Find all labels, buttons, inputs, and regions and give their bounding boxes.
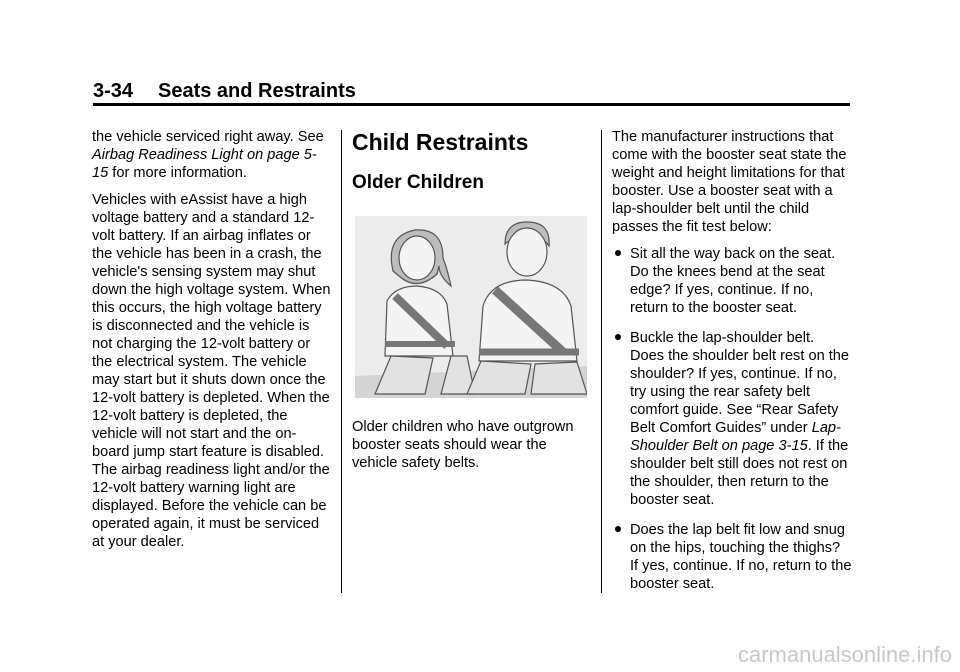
xref-lap-shoulder-belt[interactable]: Lap-Shoulder Belt on page 3-15 xyxy=(630,420,841,454)
bullet-icon xyxy=(615,250,621,256)
paragraph-booster-intro: The manufacturer instructions that come with the booster seat state the weight and height limitations for that booster. Use a booster seat with a lap-shoulder belt until the child passes the fit test below: xyxy=(612,129,847,235)
xref-airbag-readiness-light[interactable]: Airbag Readiness Light on page 5-15 xyxy=(92,147,317,181)
column-divider-1 xyxy=(341,130,342,593)
column-divider-2 xyxy=(601,130,602,593)
section-title: Seats and Restraints xyxy=(158,80,356,102)
list-item-text: . If the shoulder belt still does not rest on the shoulder, then return to the booster seat. xyxy=(630,438,849,508)
fit-test-list xyxy=(612,245,852,593)
list-item xyxy=(612,521,852,593)
column-2 xyxy=(352,128,587,481)
paragraph-airbag-readiness xyxy=(92,128,332,182)
watermark: carmanualsonline.info xyxy=(737,642,952,667)
column-3 xyxy=(612,128,852,605)
bullet-icon xyxy=(615,334,621,340)
older-children-illustration xyxy=(355,216,587,398)
list-item-text: Sit all the way back on the seat. Do the knees bend at the seat edge? If yes, continue. If no, return to the booster seat. xyxy=(630,246,836,316)
illustration-caption: Older children who have outgrown booster seats should wear the vehicle safety belts. xyxy=(352,419,574,471)
list-item-text: Buckle the lap-shoulder belt. Does the shoulder belt rest on the shoulder? If yes, continue. If no, try using the rear safety belt comfort guide. See “Rear Safety Belt Comfort Guides” under xyxy=(630,330,850,436)
list-item-text: Does the lap belt fit low and snug on the hips, touching the thighs? If yes, continue. If no, return to the booster seat. xyxy=(630,522,852,592)
paragraph-eassist: Vehicles with eAssist have a high voltage battery and a standard 12-volt battery. If an airbag inflates or the vehicle has been in a crash, the vehicle's sensing system may shut down the high voltage system. When this occurs, the high voltage battery is disconnected and the vehicle is not charging the 12-volt battery or the electrical system. The vehicle may start but it shuts down once the 12-volt battery is depleted. When the 12-volt battery is depleted, the vehicle will not start and the on-board jump start feature is disabled. The airbag readiness light and/or the 12-volt battery warning light are displayed. Before the vehicle can be operated again, it must be serviced at your dealer. xyxy=(92,192,331,550)
page-number: 3-34 xyxy=(93,80,134,102)
heading-child-restraints: Child Restraints xyxy=(352,129,529,155)
text-span: the vehicle serviced right away. See xyxy=(92,129,324,145)
bullet-icon xyxy=(615,526,621,532)
subheading-older-children: Older Children xyxy=(352,172,484,193)
text-span: for more information. xyxy=(108,165,247,181)
column-1 xyxy=(92,128,332,560)
list-item xyxy=(612,245,852,317)
list-item xyxy=(612,329,852,509)
header-rule xyxy=(93,103,850,106)
